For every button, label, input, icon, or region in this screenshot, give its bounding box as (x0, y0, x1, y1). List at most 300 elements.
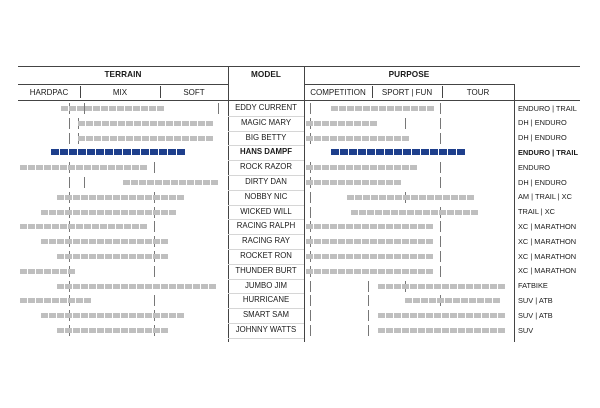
terrain-bar-segment (52, 269, 59, 274)
purpose-bar-segment (403, 195, 410, 200)
purpose-tick (405, 118, 406, 129)
terrain-bar-segment (185, 284, 192, 289)
purpose-bar-segment (378, 180, 385, 185)
purpose-bar-segment (407, 210, 414, 215)
purpose-bar-segment (394, 149, 402, 155)
purpose-bar-segment (367, 149, 375, 155)
terrain-bar-segment (124, 165, 131, 170)
purpose-bar-segment (394, 136, 401, 141)
purpose-bar-segment (418, 239, 425, 244)
terrain-bar-segment (68, 298, 75, 303)
purpose-bar-segment (362, 224, 369, 229)
terrain-bar-segment (89, 195, 96, 200)
terrain-bar-segment (20, 269, 27, 274)
terrain-bar-segment (97, 284, 104, 289)
purpose-bar-segment (418, 328, 425, 333)
purpose-bar-segment (379, 106, 386, 111)
purpose-bar-segment (426, 254, 433, 259)
terrain-bar-segment (20, 165, 27, 170)
terrain-bar-segment (102, 136, 109, 141)
purpose-bar-segment (431, 210, 438, 215)
divider-competition-sport (372, 86, 373, 98)
terrain-bar-segment (121, 328, 128, 333)
purpose-bar-segment (330, 239, 337, 244)
subheader-tour: TOUR (466, 88, 490, 97)
purpose-bar-segment (394, 269, 401, 274)
category-label: ENDURO (518, 162, 551, 172)
purpose-bar-segment (370, 121, 377, 126)
purpose-bar-segment (402, 224, 409, 229)
purpose-bar-segment (402, 328, 409, 333)
terrain-bar-segment (84, 298, 91, 303)
terrain-bar-segment (168, 149, 176, 155)
purpose-bar-segment (435, 195, 442, 200)
terrain-bar-segment (113, 195, 120, 200)
purpose-bar-segment (402, 254, 409, 259)
purpose-bar-segment (386, 165, 393, 170)
purpose-bar-segment (354, 121, 361, 126)
purpose-bar-segment (322, 239, 329, 244)
terrain-bar-segment (65, 284, 72, 289)
terrain-bar-segment (171, 180, 178, 185)
purpose-bar-segment (450, 328, 457, 333)
category-label: SUV | ATB (518, 295, 553, 305)
terrain-bar-segment (132, 165, 139, 170)
top-rule (18, 66, 580, 67)
terrain-bar-segment (85, 106, 92, 111)
terrain-bar-segment (78, 121, 85, 126)
terrain-bar-segment (113, 254, 120, 259)
model-name: DIRTY DAN (245, 177, 287, 186)
terrain-bar-segment (134, 121, 141, 126)
purpose-bar-segment (359, 210, 366, 215)
terrain-bar-segment (57, 328, 64, 333)
purpose-bar-segment (386, 284, 393, 289)
purpose-bar-segment (426, 313, 433, 318)
purpose-bar-segment (314, 180, 321, 185)
subheader-competition: COMPETITION (310, 88, 366, 97)
category-label: XC | MARATHON (518, 251, 577, 261)
terrain-bar-segment (44, 165, 51, 170)
terrain-bar-segment (28, 165, 35, 170)
purpose-bar-segment (362, 254, 369, 259)
model-name: RACING RALPH (236, 221, 296, 231)
purpose-bar-segment (427, 106, 434, 111)
purpose-bar-segment (386, 328, 393, 333)
terrain-bar-segment (110, 136, 117, 141)
purpose-bar-segment (410, 284, 417, 289)
purpose-bar-segment (394, 180, 401, 185)
purpose-bar-segment (418, 284, 425, 289)
purpose-bar-segment (330, 121, 337, 126)
terrain-bar-segment (129, 313, 136, 318)
purpose-bar-segment (378, 284, 385, 289)
terrain-bar-segment (177, 284, 184, 289)
terrain-bar-segment (73, 313, 80, 318)
terrain-bar-segment (65, 195, 72, 200)
purpose-bar-segment (450, 313, 457, 318)
terrain-bar-segment (105, 210, 112, 215)
terrain-bar-segment (102, 121, 109, 126)
category-label: FATBIKE (518, 281, 548, 291)
purpose-tick (368, 325, 369, 336)
terrain-bar-segment (68, 269, 75, 274)
purpose-bar-segment (370, 180, 377, 185)
terrain-bar-segment (86, 136, 93, 141)
terrain-bar-segment (94, 136, 101, 141)
purpose-bar-segment (442, 328, 449, 333)
purpose-tick (440, 251, 441, 262)
category-label: SUV (518, 325, 534, 335)
purpose-bar-segment (405, 298, 412, 303)
purpose-tick (440, 236, 441, 247)
model-name: HURRICANE (242, 295, 290, 305)
purpose-bar-segment (474, 313, 481, 318)
terrain-bar-segment (153, 195, 160, 200)
purpose-bar-segment (354, 180, 361, 185)
terrain-bar-segment (161, 313, 168, 318)
subheader-soft: SOFT (183, 88, 205, 97)
terrain-bar-segment (174, 121, 181, 126)
terrain-tick (218, 103, 219, 114)
purpose-bar-segment (338, 136, 345, 141)
terrain-bar-segment (123, 149, 131, 155)
terrain-bar-segment (166, 121, 173, 126)
terrain-bar-segment (57, 239, 64, 244)
purpose-bar-segment (330, 269, 337, 274)
terrain-bar-segment (97, 239, 104, 244)
terrain-bar-segment (57, 195, 64, 200)
terrain-bar-segment (113, 239, 120, 244)
purpose-bar-segment (461, 298, 468, 303)
model-column-right-border (304, 66, 305, 342)
terrain-bar-segment (76, 298, 83, 303)
terrain-bar-segment (51, 149, 59, 155)
terrain-bar-segment (203, 180, 210, 185)
terrain-bar-segment (36, 269, 43, 274)
purpose-tick (368, 281, 369, 292)
terrain-bar-segment (52, 165, 59, 170)
terrain-bar-segment (105, 239, 112, 244)
purpose-bar-segment (410, 328, 417, 333)
purpose-bar-segment (427, 195, 434, 200)
purpose-tick (310, 281, 311, 292)
terrain-bar-segment (117, 106, 124, 111)
purpose-bar-segment (330, 165, 337, 170)
terrain-bar-segment (57, 284, 64, 289)
terrain-bar-segment (41, 313, 48, 318)
purpose-bar-segment (338, 269, 345, 274)
model-row-divider (228, 234, 304, 235)
terrain-bar-segment (105, 284, 112, 289)
terrain-bar-segment (87, 149, 95, 155)
terrain-bar-segment (41, 210, 48, 215)
terrain-bar-segment (129, 210, 136, 215)
terrain-bar-segment (89, 328, 96, 333)
terrain-bar-segment (145, 195, 152, 200)
terrain-bar-segment (195, 180, 202, 185)
terrain-bar-segment (105, 313, 112, 318)
model-row-divider (228, 219, 304, 220)
terrain-bar-segment (116, 224, 123, 229)
purpose-bar-segment (451, 195, 458, 200)
purpose-bar-segment (354, 224, 361, 229)
model-name: MAGIC MARY (240, 117, 292, 127)
purpose-bar-segment (411, 195, 418, 200)
terrain-bar-segment (145, 313, 152, 318)
model-row-divider (228, 131, 304, 132)
terrain-bar-segment (163, 180, 170, 185)
purpose-bar-segment (378, 254, 385, 259)
purpose-bar-segment (419, 106, 426, 111)
terrain-bar-segment (73, 239, 80, 244)
purpose-bar-segment (330, 136, 337, 141)
terrain-bar-segment (89, 239, 96, 244)
category-label: DH | ENDURO (518, 118, 567, 128)
terrain-bar-segment (126, 121, 133, 126)
purpose-bar-segment (403, 149, 411, 155)
purpose-bar-segment (322, 224, 329, 229)
purpose-bar-segment (314, 254, 321, 259)
terrain-bar-segment (73, 284, 80, 289)
terrain-bar-segment (92, 224, 99, 229)
purpose-bar-segment (471, 210, 478, 215)
purpose-bar-segment (362, 269, 369, 274)
terrain-bar-segment (169, 195, 176, 200)
terrain-bar-segment (65, 239, 72, 244)
purpose-bar-segment (402, 165, 409, 170)
category-label: AM | TRAIL | XC (518, 192, 572, 202)
terrain-bar-segment (198, 136, 205, 141)
purpose-tick (310, 325, 311, 336)
terrain-bar-segment (149, 106, 156, 111)
terrain-bar-segment (142, 136, 149, 141)
purpose-bar-segment (340, 149, 348, 155)
purpose-bar-segment (445, 298, 452, 303)
terrain-bar-segment (60, 165, 67, 170)
purpose-bar-segment (378, 165, 385, 170)
terrain-bar-segment (36, 165, 43, 170)
purpose-bar-segment (306, 180, 313, 185)
purpose-bar-segment (482, 328, 489, 333)
purpose-bar-segment (418, 269, 425, 274)
terrain-bar-segment (49, 210, 56, 215)
terrain-bar-segment (150, 121, 157, 126)
terrain-bar-segment (157, 106, 164, 111)
purpose-bar-segment (421, 149, 429, 155)
model-name: NOBBY NIC (244, 191, 288, 201)
category-label: XC | MARATHON (518, 266, 577, 276)
terrain-bar-segment (118, 121, 125, 126)
terrain-bar-segment (150, 149, 158, 155)
purpose-bar-segment (386, 313, 393, 318)
purpose-tick (310, 103, 311, 114)
terrain-bar-segment (153, 239, 160, 244)
purpose-bar-segment (371, 106, 378, 111)
model-row-divider (228, 249, 304, 250)
purpose-bar-segment (498, 284, 505, 289)
purpose-bar-segment (450, 284, 457, 289)
terrain-tick (69, 118, 70, 129)
purpose-bar-segment (394, 239, 401, 244)
terrain-tick (154, 266, 155, 277)
terrain-bar-segment (84, 165, 91, 170)
terrain-bar-segment (93, 106, 100, 111)
terrain-bar-segment (89, 313, 96, 318)
terrain-bar-segment (126, 136, 133, 141)
terrain-bar-segment (65, 313, 72, 318)
purpose-bar-segment (363, 106, 370, 111)
terrain-bar-segment (97, 210, 104, 215)
terrain-bar-segment (129, 328, 136, 333)
purpose-bar-segment (338, 254, 345, 259)
terrain-bar-segment (182, 121, 189, 126)
purpose-bar-segment (498, 313, 505, 318)
purpose-bar-segment (370, 254, 377, 259)
terrain-bar-segment (108, 165, 115, 170)
purpose-bar-segment (415, 210, 422, 215)
purpose-bar-segment (314, 224, 321, 229)
terrain-bar-segment (125, 106, 132, 111)
purpose-tick (440, 221, 441, 232)
purpose-bar-segment (463, 210, 470, 215)
purpose-bar-segment (434, 284, 441, 289)
purpose-tick (368, 310, 369, 321)
purpose-bar-segment (306, 121, 313, 126)
terrain-bar-segment (193, 284, 200, 289)
terrain-bar-segment (105, 328, 112, 333)
terrain-bar-segment (140, 224, 147, 229)
terrain-bar-segment (134, 136, 141, 141)
purpose-bar-segment (386, 136, 393, 141)
purpose-bar-segment (355, 195, 362, 200)
terrain-bar-segment (65, 328, 72, 333)
terrain-header-rule (18, 84, 228, 85)
category-label: DH | ENDURO (518, 177, 567, 187)
purpose-bar-segment (346, 239, 353, 244)
purpose-bar-segment (386, 239, 393, 244)
terrain-bar-segment (61, 106, 68, 111)
terrain-bar-segment (49, 313, 56, 318)
terrain-header: TERRAIN (104, 70, 142, 79)
terrain-bar-segment (158, 136, 165, 141)
purpose-bar-segment (354, 269, 361, 274)
terrain-bar-segment (81, 254, 88, 259)
purpose-bar-segment (410, 313, 417, 318)
terrain-bar-segment (153, 328, 160, 333)
purpose-bar-segment (354, 254, 361, 259)
terrain-bar-segment (105, 254, 112, 259)
purpose-bar-segment (378, 239, 385, 244)
purpose-header-rule (304, 84, 514, 85)
terrain-bar-segment (73, 254, 80, 259)
purpose-bar-segment (358, 149, 366, 155)
purpose-bar-segment (493, 298, 500, 303)
purpose-bar-segment (338, 224, 345, 229)
terrain-bar-segment (169, 284, 176, 289)
model-row-divider (228, 308, 304, 309)
terrain-bar-segment (97, 195, 104, 200)
terrain-bar-segment (161, 239, 168, 244)
terrain-bar-segment (97, 254, 104, 259)
model-row-divider (228, 160, 304, 161)
purpose-tick (440, 162, 441, 173)
terrain-bar-segment (137, 254, 144, 259)
terrain-bar-segment (153, 210, 160, 215)
terrain-bar-segment (182, 136, 189, 141)
terrain-bar-segment (161, 210, 168, 215)
purpose-bar-segment (394, 224, 401, 229)
subheader-hardpac: HARDPAC (29, 88, 69, 97)
terrain-bar-segment (44, 269, 51, 274)
purpose-tick (368, 295, 369, 306)
purpose-bar-segment (386, 224, 393, 229)
terrain-bar-segment (68, 165, 75, 170)
terrain-bar-segment (73, 210, 80, 215)
purpose-bar-segment (354, 239, 361, 244)
purpose-bar-segment (338, 121, 345, 126)
terrain-bar-segment (68, 224, 75, 229)
purpose-bar-segment (458, 328, 465, 333)
terrain-bar-segment (89, 284, 96, 289)
terrain-bar-segment (187, 180, 194, 185)
purpose-bar-segment (346, 224, 353, 229)
terrain-bar-segment (57, 313, 64, 318)
terrain-bar-segment (49, 239, 56, 244)
category-label: XC | MARATHON (518, 236, 577, 246)
purpose-bar-segment (306, 136, 313, 141)
terrain-bar-segment (161, 254, 168, 259)
purpose-bar-segment (387, 106, 394, 111)
model-header: MODEL (250, 70, 282, 79)
terrain-bar-segment (65, 254, 72, 259)
terrain-bar-segment (89, 210, 96, 215)
terrain-bar-segment (52, 224, 59, 229)
purpose-bar-segment (387, 195, 394, 200)
purpose-bar-segment (376, 149, 384, 155)
purpose-bar-segment (330, 180, 337, 185)
terrain-bar-segment (161, 195, 168, 200)
terrain-bar-segment (145, 284, 152, 289)
purpose-bar-segment (395, 195, 402, 200)
category-label: ENDURO | TRAIL (518, 103, 577, 113)
model-row-divider (228, 264, 304, 265)
purpose-bar-segment (378, 224, 385, 229)
model-row-divider (228, 293, 304, 294)
purpose-bar-segment (430, 149, 438, 155)
purpose-bar-segment (426, 224, 433, 229)
terrain-bar-segment (133, 106, 140, 111)
divider-mix-soft (160, 86, 161, 98)
purpose-bar-segment (439, 210, 446, 215)
terrain-bar-segment (137, 284, 144, 289)
purpose-bar-segment (394, 313, 401, 318)
purpose-tick (310, 207, 311, 218)
purpose-bar-segment (346, 254, 353, 259)
model-row-divider (228, 205, 304, 206)
purpose-bar-segment (386, 269, 393, 274)
terrain-bar-segment (100, 165, 107, 170)
terrain-bar-segment (124, 224, 131, 229)
terrain-bar-segment (206, 121, 213, 126)
terrain-tick (154, 162, 155, 173)
purpose-header: PURPOSE (388, 70, 430, 79)
purpose-bar-segment (351, 210, 358, 215)
terrain-bar-segment (94, 121, 101, 126)
purpose-bar-segment (466, 284, 473, 289)
model-name: ROCKET RON (240, 251, 292, 260)
terrain-bar-segment (113, 328, 120, 333)
